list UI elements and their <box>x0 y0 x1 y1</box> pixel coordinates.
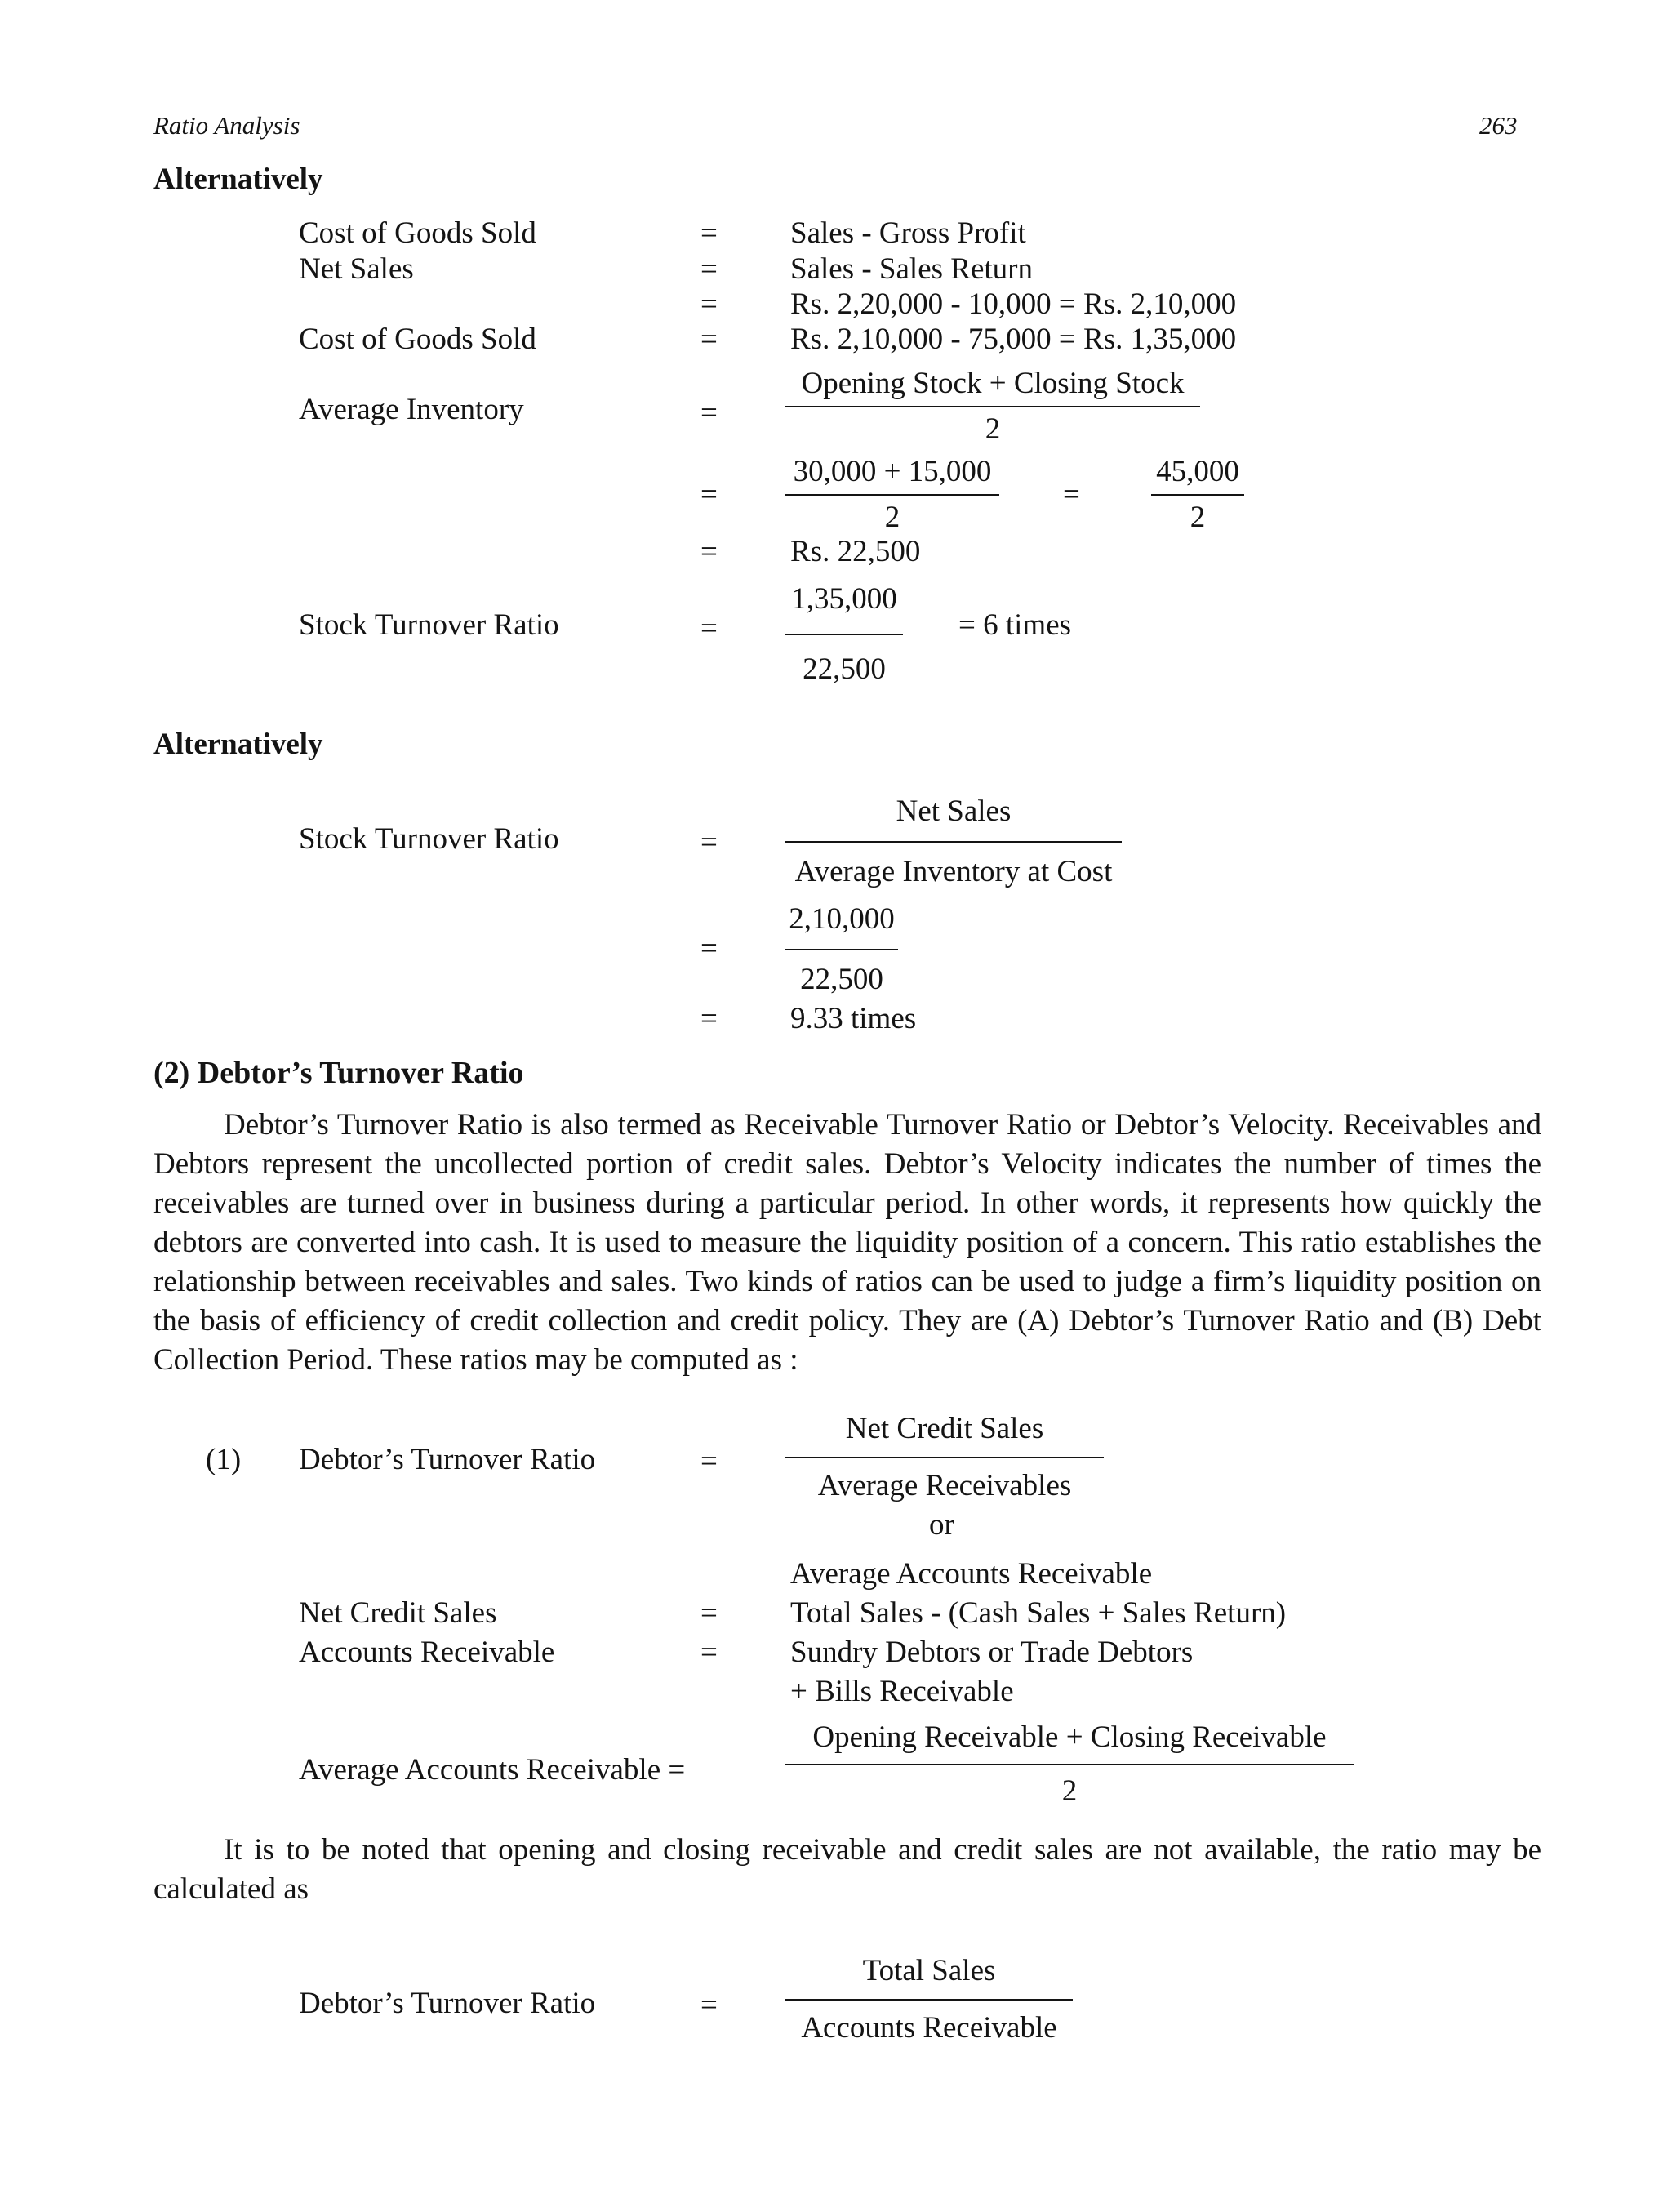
fraction-numerator: 45,000 <box>1156 455 1239 488</box>
fraction-numerator: Total Sales <box>862 1954 996 1987</box>
equals-sign: = <box>700 1002 718 1035</box>
fraction-bar <box>785 494 999 496</box>
fraction-numerator: 2,10,000 <box>789 902 895 936</box>
debtors-turnover-label: Debtor’s Turnover Ratio <box>299 1443 596 1476</box>
equals-sign: = <box>700 1988 718 2022</box>
equals-sign: = <box>700 396 718 429</box>
net-sales-label: Net Sales <box>299 252 414 286</box>
accounts-receivable-formula-1: Sundry Debtors or Trade Debtors <box>790 1636 1194 1669</box>
stock-turnover-result: = 6 times <box>958 608 1072 642</box>
debtors-turnover-heading: (2) Debtor’s Turnover Ratio <box>153 1056 524 1090</box>
fraction-denominator: Accounts Receivable <box>801 2011 1057 2045</box>
accounts-receivable-formula-2: + Bills Receivable <box>790 1675 1014 1708</box>
net-sales-formula: Sales - Sales Return <box>790 252 1033 286</box>
equals-sign: = <box>700 1636 718 1669</box>
equals-sign: = <box>700 535 718 568</box>
note-paragraph <box>153 1831 1541 1909</box>
fraction-numerator: Opening Receivable + Closing Receivable <box>812 1720 1327 1754</box>
equals-sign: = <box>1063 478 1080 511</box>
average-accounts-receivable-label: Average Accounts Receivable = <box>299 1753 686 1787</box>
section-heading-alternatively-2: Alternatively <box>153 728 323 761</box>
cogs-label-2: Cost of Goods Sold <box>299 323 536 356</box>
average-accounts-receivable-fraction <box>785 1720 1354 1810</box>
running-title: Ratio Analysis <box>153 111 300 140</box>
fraction-denominator: 2 <box>1190 501 1206 535</box>
equals-sign: = <box>700 252 718 286</box>
fraction-bar <box>785 1999 1073 2001</box>
fraction-denominator: Average Inventory at Cost <box>794 855 1113 889</box>
accounts-receivable-label: Accounts Receivable <box>299 1636 555 1669</box>
average-inventory-fraction <box>785 366 1200 448</box>
fraction-bar <box>1151 494 1244 496</box>
stock-turnover-label: Stock Turnover Ratio <box>299 608 559 642</box>
fraction-numerator: Opening Stock + Closing Stock <box>801 367 1185 400</box>
cogs-value: Rs. 2,10,000 - 75,000 = Rs. 1,35,000 <box>790 323 1237 356</box>
formula-index: (1) <box>206 1443 242 1476</box>
fraction-bar <box>785 949 898 950</box>
fraction-denominator: Average Receivables <box>817 1469 1072 1503</box>
average-accounts-receivable-text: Average Accounts Receivable <box>790 1557 1153 1591</box>
net-sales-value: Rs. 2,20,000 - 10,000 = Rs. 2,10,000 <box>790 287 1237 321</box>
stock-turnover-fraction-3 <box>785 901 898 999</box>
stock-turnover-fraction-2 <box>785 794 1122 891</box>
average-inventory-label: Average Inventory <box>299 393 524 426</box>
equals-sign: = <box>700 932 718 965</box>
fraction-numerator: 30,000 + 15,000 <box>793 455 992 488</box>
fraction-denominator: 22,500 <box>803 652 886 687</box>
equals-sign: = <box>700 287 718 321</box>
fraction-numerator: 1,35,000 <box>791 582 897 616</box>
average-inventory-fraction-2 <box>785 454 999 536</box>
fraction-bar <box>785 406 1200 407</box>
stock-turnover-fraction <box>785 581 903 688</box>
fraction-denominator: 22,500 <box>800 963 883 997</box>
page-number: 263 <box>1479 111 1518 140</box>
debtors-turnover-fraction-2 <box>785 1953 1073 2047</box>
net-credit-sales-label: Net Credit Sales <box>299 1596 497 1630</box>
fraction-denominator: 2 <box>1061 1774 1078 1809</box>
fraction-denominator: 2 <box>884 501 900 535</box>
average-inventory-result: Rs. 22,500 <box>790 535 921 568</box>
average-inventory-fraction-3 <box>1151 454 1244 536</box>
fraction-numerator: Net Credit Sales <box>845 1412 1044 1445</box>
fraction-bar <box>785 634 903 635</box>
equals-sign: = <box>700 826 718 859</box>
cogs-formula: Sales - Gross Profit <box>790 216 1026 250</box>
net-credit-sales-formula: Total Sales - (Cash Sales + Sales Return) <box>790 1596 1287 1630</box>
stock-turnover-result-2: 9.33 times <box>790 1002 917 1035</box>
or-text: or <box>929 1508 954 1542</box>
paragraph-text: Debtor’s Turnover Ratio is also termed as Receivable Turnover Ratio or Debtor’s Velocity. Receivables and Debtors represent the uncollected portion of credit sales. Debtor’s Velocity indicates the number of times the receivables are turned over in business during a particular period. In other words, it represents how quickly the debtors are converted into cash. It is used to measure the liquidity position of a concern. This ratio establishes the relationship between receivables and sales. Two kinds of ratios can be used to judge a firm’s liquidity position on the basis of efficiency of credit collection and credit policy. They are (A) Debtor’s Turnover Ratio and (B) Debt Collection Period. These ratios may be computed as : <box>153 1108 1541 1377</box>
fraction-bar <box>785 841 1122 843</box>
debtors-paragraph <box>153 1106 1541 1380</box>
equals-sign: = <box>700 1444 718 1478</box>
cogs-label: Cost of Goods Sold <box>299 216 536 250</box>
equals-sign: = <box>700 612 718 645</box>
fraction-bar <box>785 1764 1354 1765</box>
debtors-turnover-label-2: Debtor’s Turnover Ratio <box>299 1987 596 2020</box>
fraction-numerator: Net Sales <box>896 794 1012 828</box>
debtors-turnover-fraction <box>785 1411 1104 1505</box>
equals-sign: = <box>700 478 718 511</box>
equals-sign: = <box>700 216 718 250</box>
fraction-bar <box>785 1457 1104 1458</box>
equals-sign: = <box>700 323 718 356</box>
paragraph-text: It is to be noted that opening and closing receivable and credit sales are not available, the ratio may be calculated as <box>153 1833 1541 1906</box>
section-heading-alternatively-1: Alternatively <box>153 162 323 196</box>
stock-turnover-label-2: Stock Turnover Ratio <box>299 822 559 856</box>
equals-sign: = <box>700 1596 718 1630</box>
fraction-denominator: 2 <box>985 412 1001 447</box>
